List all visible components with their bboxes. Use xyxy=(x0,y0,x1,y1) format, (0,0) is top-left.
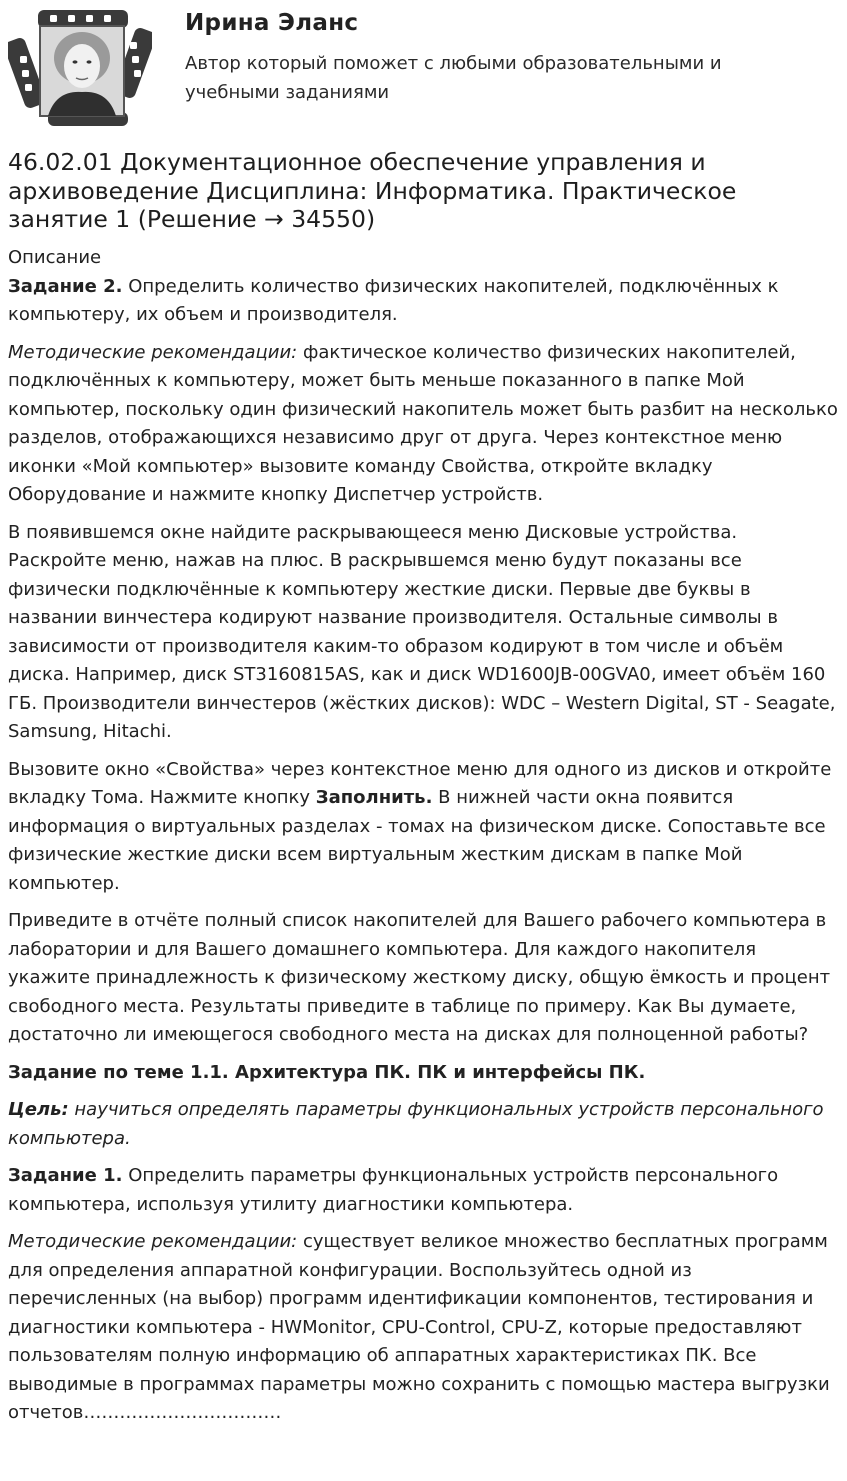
paragraph-recommendations-2 xyxy=(8,1228,840,1428)
task-2-heading: Задание 2. xyxy=(8,275,123,297)
author-header xyxy=(0,0,847,140)
task-1-text: Определить параметры функциональных устройств персонального компьютера, используя утилиту диагностики компьютера. xyxy=(8,1165,779,1215)
fill-button-label: Заполнить. xyxy=(315,787,433,808)
goal-label: Цель: xyxy=(8,1099,69,1120)
author-name: Ирина Эланс xyxy=(185,10,359,36)
task-1-heading: Задание 1. xyxy=(8,1165,123,1186)
paragraph-disk-devices: В появившемся окне найдите раскрывающееся меню Дисковые устройства. Раскройте меню, нажав на плюс. В раскрывшемся меню будут показаны все физически подключённые к компьютеру жесткие диски. Первые две буквы в названии винчестера кодируют название производителя. Остальные символы в зависимости от производителя каким-то образом кодируют в том числе и объём диска. Например, диск ST3160815AS, как и диск WD1600JB-00GVA0, имеет объём 160 ГБ. Производители винчестеров (жёстких дисков): WDC – Western Digital, ST - Seagate, Samsung, Hitachi. xyxy=(8,521,836,742)
paragraph-recommendations-1 xyxy=(8,339,840,510)
author-avatar xyxy=(8,8,152,128)
topic-heading: Задание по теме 1.1. Архитектура ПК. ПК и интерфейсы ПК. xyxy=(8,1061,646,1083)
page-title: 46.02.01 Документационное обеспечение управления и архивоведение Дисциплина: Информатика. Практическое занятие 1 (Решение → 34550) xyxy=(8,148,737,233)
paragraph-topic-heading xyxy=(8,1059,840,1088)
paragraph-task-2 xyxy=(8,273,840,330)
paragraph-goal xyxy=(8,1096,840,1153)
paragraph-report: Приведите в отчёте полный список накопителей для Вашего рабочего компьютера в лаборатории и для Вашего домашнего компьютера. Для каждого накопителя укажите принадлежность к физическому жесткому диску, общую ёмкость и процент свободного места. Результаты приведите в таблице по примеру. Как Вы думаете, достаточно ли имеющегося свободного места на дисках для полноценной работы? xyxy=(8,910,831,1045)
properties-text-after: В нижней части окна появится информация о виртуальных разделах - томах на физическом диске. Сопоставьте все физические жесткие диски всем виртуальным жестким дискам в папке Мой компьютер. xyxy=(8,787,826,894)
recommendations-text: фактическое количество физических накопителей, подключённых к компьютеру, может быть меньше показанного в папке Мой компьютер, поскольку один физический накопитель может быть разбит на несколько разделов, отображающихся независимо друг от друга. Через контекстное меню иконки «Мой компьютер» вызовите команду Свойства, откройте вкладку Оборудование и нажмите кнопку Диспетчер устройств. xyxy=(8,341,838,505)
task-2-text: Определить количество физических накопителей, подключённых к компьютеру, их объем и производителя. xyxy=(8,275,779,325)
author-bio: Автор который поможет с любыми образовательными и учебными заданиями xyxy=(185,53,722,103)
properties-text-before: Вызовите окно «Свойства» через контекстное меню для одного из дисков и откройте вкладку Тома. Нажмите кнопку xyxy=(8,758,832,808)
paragraph-properties-window xyxy=(8,756,840,899)
description-label: Описание xyxy=(8,247,102,268)
recommendations-text-2: существует великое множество бесплатных программ для определения аппаратной конфигурации. Воспользуйтесь одной из перечисленных (на выбор) программ идентификации компонентов, тестирования и диагностики компьютера - HWMonitor, CPU-Control, CPU-Z, которые предоставляют пользователям полную информацию об аппаратных характеристиках ПК. Все выводимые в программах параметры можно сохранить с помощью мастера выгрузки отчетов…………………………… xyxy=(8,1231,830,1423)
recommendations-label: Методические рекомендации: xyxy=(8,341,298,363)
paragraph-task-1 xyxy=(8,1162,840,1219)
recommendations-label-2: Методические рекомендации: xyxy=(8,1231,298,1252)
document-body xyxy=(8,244,840,1437)
goal-text: научиться определять параметры функциональных устройств персонального компьютера. xyxy=(8,1099,824,1149)
